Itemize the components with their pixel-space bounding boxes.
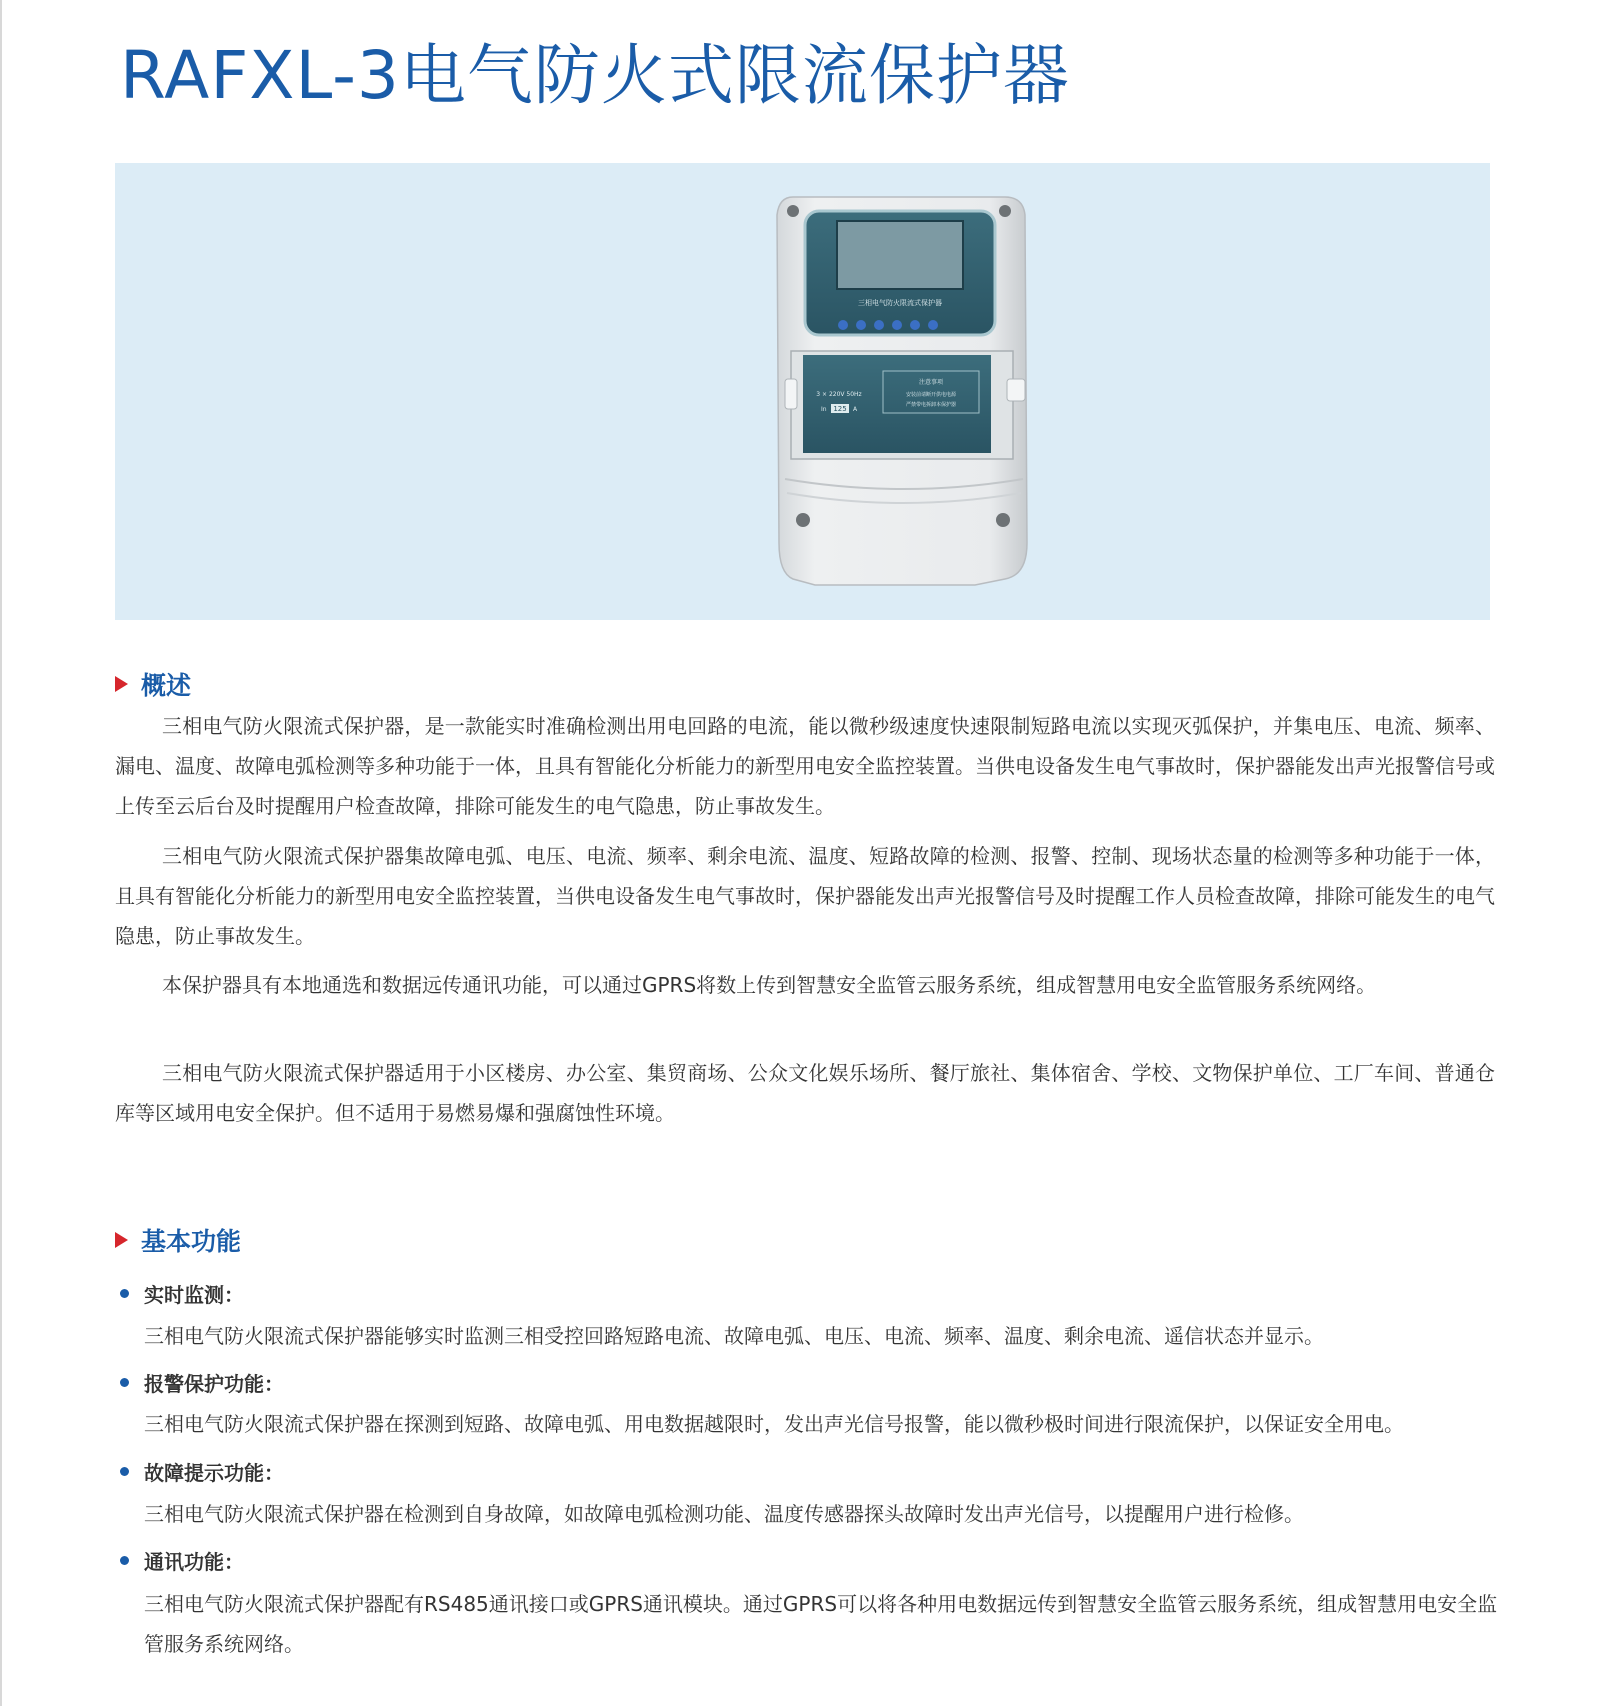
functions-heading: [115, 1220, 241, 1260]
panel-button: [892, 320, 902, 330]
notice-line1: 安装前请断开供电电源: [905, 392, 957, 398]
overview-heading-title: 概述: [141, 671, 192, 700]
dot-bullet-icon: [120, 1556, 129, 1565]
screw-top-right: [999, 205, 1011, 217]
product-image-panel: [115, 163, 1490, 620]
rated-value: 125: [833, 405, 847, 413]
overview-paragraph: 三相电气防火限流式保护器集故障电弧、电压、电流、频率、剩余电流、温度、短路故障的检测、报警、控制、现场状态量的检测等多种功能于一体，且具有智能化分析能力的新型用电安全监控装置，当供电设备发生电气事故时，保护器能发出声光报警信号及时提醒工作人员检查故障，排除可能发生的电气隐患，防止事故发生。: [115, 844, 1495, 948]
overview-heading: [115, 664, 191, 704]
feature-item-heading: [120, 1540, 244, 1580]
cover-clip-right: [1007, 379, 1025, 401]
overview-paragraph: 三相电气防火限流式保护器适用于小区楼房、办公室、集贸商场、公众文化娱乐场所、餐厅旅社、集体宿舍、学校、文物保护单位、工厂车间、普通仓库等区域用电安全保护。但不适用于易燃易爆和强腐蚀性环境。: [115, 1061, 1495, 1125]
dot-bullet-icon: [120, 1378, 129, 1387]
screw-top-left: [787, 205, 799, 217]
feature-description: 三相电气防火限流式保护器在探测到短路、故障电弧、用电数据越限时，发出声光信号报警，能以微秒极时间进行限流保护，以保证安全用电。: [144, 1412, 1404, 1436]
functions-heading-title: 基本功能: [141, 1227, 242, 1256]
spec-line: 3 × 220V 50Hz: [816, 391, 862, 398]
dot-bullet-icon: [120, 1289, 129, 1298]
panel-label: 三相电气防火限流式保护器: [858, 299, 942, 307]
page-edge-rule: [0, 0, 2, 1706]
feature-item-heading: [120, 1362, 284, 1402]
screw-bottom-right: [996, 513, 1010, 527]
page-title: RAFXL-3电气防火式限流保护器: [120, 37, 1070, 114]
feature-item-heading: [120, 1273, 244, 1313]
notice-line2: 严禁带电拆卸本保护器: [905, 402, 957, 408]
rated-unit: A: [853, 406, 858, 413]
panel-button: [874, 320, 884, 330]
panel-button: [928, 320, 938, 330]
triangle-bullet-icon: [115, 1232, 128, 1248]
screw-bottom-left: [796, 513, 810, 527]
protector-device-illustration: [675, 193, 1075, 593]
feature-description: 三相电气防火限流式保护器配有RS485通讯接口或GPRS通讯模块。通过GPRS可以将各种用电数据远传到智慧安全监管云服务系统，组成智慧用电安全监管服务系统网络。: [144, 1592, 1498, 1656]
panel-button: [910, 320, 920, 330]
feature-title: 通讯功能：: [144, 1549, 244, 1574]
notice-title: 注意事项: [918, 379, 944, 386]
overview-paragraph: 本保护器具有本地通选和数据远传通讯功能，可以通过GPRS将数上传到智慧安全监管云服务系统，组成智慧用电安全监管服务系统网络。: [162, 973, 1377, 997]
panel-button: [856, 320, 866, 330]
panel-button: [838, 320, 848, 330]
feature-item-heading: [120, 1451, 284, 1491]
feature-description: 三相电气防火限流式保护器在检测到自身故障，如故障电弧检测功能、温度传感器探头故障时发出声光信号，以提醒用户进行检修。: [144, 1502, 1304, 1526]
rated-prefix: In: [821, 406, 827, 413]
cover-clip-left: [785, 379, 797, 409]
lcd-screen: [837, 221, 963, 289]
feature-title: 实时监测：: [144, 1282, 244, 1307]
overview-paragraph: 三相电气防火限流式保护器，是一款能实时准确检测出用电回路的电流，能以微秒级速度快速限制短路电流以实现灭弧保护，并集电压、电流、频率、漏电、温度、故障电弧检测等多种功能于一体，且具有智能化分析能力的新型用电安全监控装置。当供电设备发生电气事故时，保护器能发出声光报警信号或上传至云后台及时提醒用户检查故障，排除可能发生的电气隐患，防止事故发生。: [115, 714, 1495, 818]
feature-description: 三相电气防火限流式保护器能够实时监测三相受控回路短路电流、故障电弧、电压、电流、频率、温度、剩余电流、遥信状态并显示。: [144, 1324, 1324, 1348]
feature-title: 故障提示功能：: [144, 1460, 284, 1485]
dot-bullet-icon: [120, 1467, 129, 1476]
feature-title: 报警保护功能：: [144, 1371, 284, 1396]
triangle-bullet-icon: [115, 676, 128, 692]
